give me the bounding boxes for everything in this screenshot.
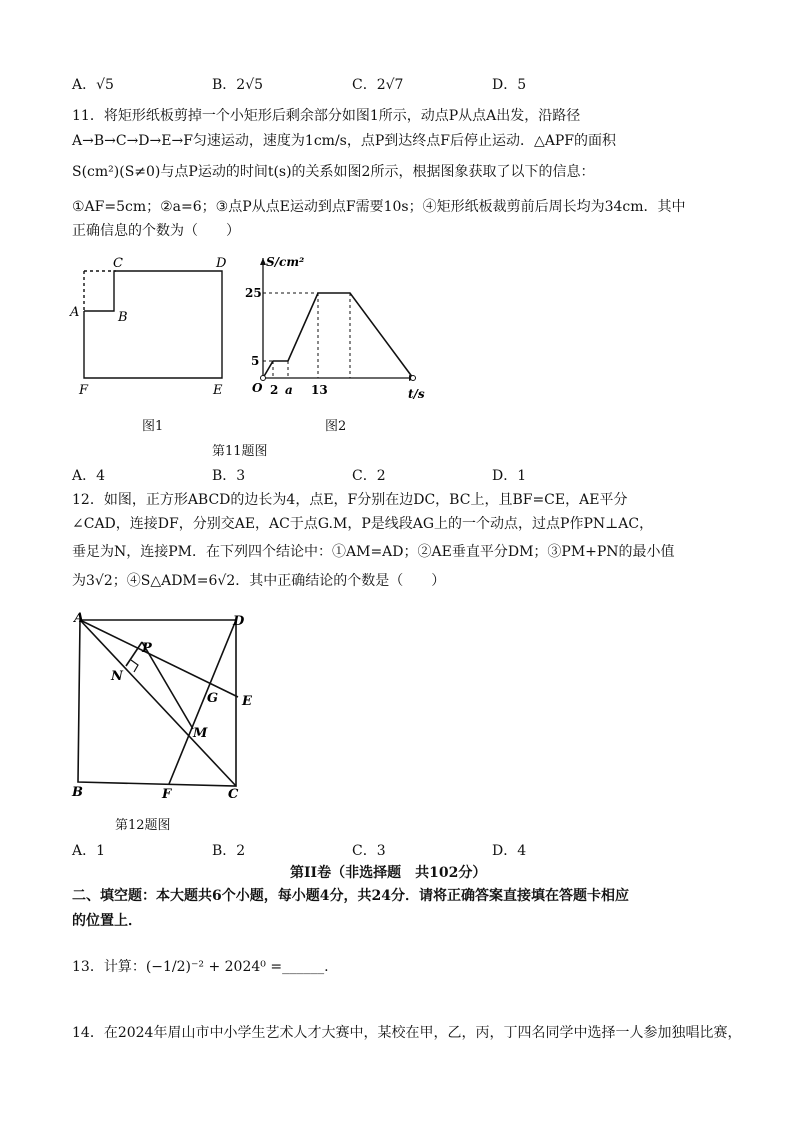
q11-line4: ①AF=5cm；②a=6；③点P从点E运动到点F需要10s；④矩形纸板裁剪前后周长均为34cm．其中 — [72, 199, 686, 215]
q13-end: . — [324, 959, 329, 975]
q11-line3: S(cm²)(S≠0)与点P运动的时间t(s)的关系如图2所示，根据图象获取了以下的信息： — [72, 164, 595, 180]
fig1-label-a: A — [70, 305, 80, 320]
chart-series-line — [263, 293, 413, 378]
q12-line4: 为3√2；④S△ADM=6√2．其中正确结论的个数是（ ） — [72, 573, 446, 589]
q11-option-d: D．1 — [492, 468, 527, 484]
chart-x-tick-2: 2 — [270, 383, 279, 397]
q10-option-a: A．√5 — [72, 77, 114, 93]
q12-option-d: D．4 — [492, 843, 527, 859]
q11-option-b: B．3 — [212, 468, 246, 484]
section2-instruction-line2: 的位置上． — [72, 913, 142, 929]
fig1-label-c: C — [113, 256, 123, 271]
q10-option-c: C．2√7 — [352, 77, 404, 93]
fig1-label-d: D — [216, 256, 227, 271]
q11-fig2-caption: 图2 — [325, 419, 347, 434]
chart-x-tick-a: a — [285, 383, 293, 397]
chart-x-tick-13: 13 — [311, 383, 328, 397]
fig12-label-f: F — [162, 787, 172, 802]
chart-point-start — [261, 376, 266, 381]
q11-line1: 11．将矩形纸板剪掉一个小矩形后剩余部分如图1所示，动点P从点A出发，沿路径 — [72, 108, 581, 124]
q12-option-a: A．1 — [72, 843, 106, 859]
fig12-label-n: N — [111, 669, 123, 684]
q13-expression: (−1/2)⁻² + 2024⁰ = — [145, 959, 283, 975]
q11-line2: A→B→C→D→E→F匀速运动，速度为1cm/s，点P到达终点F后停止运动．△APF的面积 — [72, 133, 616, 149]
chart-origin: O — [252, 381, 263, 395]
q12-figure-caption: 第12题图 — [115, 818, 171, 833]
fig12-label-b: B — [72, 785, 83, 800]
chart-point-end — [411, 376, 416, 381]
fig12-label-m: M — [193, 726, 208, 741]
fig1-label-e: E — [213, 383, 223, 398]
q12-option-b: B．2 — [212, 843, 246, 859]
q10-option-d: D．5 — [492, 77, 527, 93]
q13-prefix: 13．计算： — [72, 959, 146, 975]
q11-figure1 — [60, 248, 240, 398]
q13-blank: ______ — [282, 959, 325, 975]
q12-option-c: C．3 — [352, 843, 386, 859]
chart-x-label: t/s — [408, 387, 425, 401]
q11-fig1-caption: 图1 — [142, 419, 164, 434]
q11-option-c: C．2 — [352, 468, 386, 484]
fig12-label-c: C — [228, 787, 239, 802]
section2-title: 第II卷（非选择题 共102分） — [290, 865, 487, 881]
q12-line1: 12．如图，正方形ABCD的边长为4，点E，F分别在边DC，BC上，且BF=CE，AE平分 — [72, 492, 628, 508]
chart-y-tick-5: 5 — [251, 354, 260, 368]
q11-figure2-chart — [245, 250, 428, 410]
q12-figure — [68, 608, 268, 808]
fig12-label-e: E — [242, 694, 252, 709]
q12-line2: ∠CAD，连接DF，分别交AE，AC于点G.M，P是线段AG上的一个动点，过点P作PN⊥AC， — [72, 516, 654, 532]
fig12-label-d: D — [233, 614, 245, 629]
q11-option-a: A．4 — [72, 468, 106, 484]
q10-option-b: B．2√5 — [212, 77, 264, 93]
q12-line3: 垂足为N，连接PM．在下列四个结论中：①AM=AD；②AE垂直平分DM；③PM+PN的最小值 — [72, 544, 675, 560]
q11-figure-caption: 第11题图 — [212, 444, 268, 459]
q13 — [72, 957, 329, 977]
fig1-label-b: B — [118, 310, 128, 325]
chart-y-label: S/cm² — [266, 255, 305, 269]
fig12-label-g: G — [207, 691, 219, 706]
section2-instruction-line1: 二、填空题：本大题共6个小题，每小题4分，共24分．请将正确答案直接填在答题卡相应 — [72, 888, 629, 904]
fig1-label-f: F — [79, 383, 89, 398]
fig12-label-p: P — [142, 641, 152, 656]
q11-line5: 正确信息的个数为（ ） — [72, 223, 240, 239]
fig12-label-a: A — [74, 611, 85, 626]
chart-y-tick-25: 25 — [245, 286, 262, 300]
q14-line1: 14．在2024年眉山市中小学生艺术人才大赛中，某校在甲，乙，丙，丁四名同学中选择一人参加独唱比赛， — [72, 1025, 742, 1041]
